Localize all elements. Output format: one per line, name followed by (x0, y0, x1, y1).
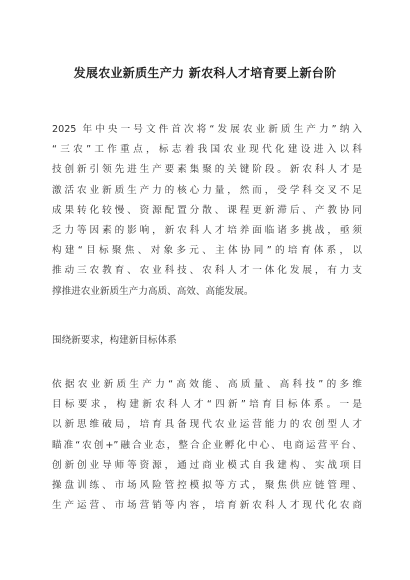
text-line: 乏力等因素的影响，新农科人才培养面临诸多挑战，亟须 (52, 225, 362, 237)
text-line: 2025 年中央一号文件首次将“发展农业新质生产力”纳入 (52, 124, 362, 135)
text-line: 操盘训练、市场风险管控模拟等方式，聚焦供应链管理、 (52, 480, 362, 492)
text-line: “三农”工作重点，标志着我国农业现代化建设进入以科 (52, 144, 362, 156)
text-line: 推动三农教育、农业科技、农科人才一体化发展，有力支 (52, 265, 362, 277)
text-line: 目标要求，构建新农科人才“四新”培育目标体系。一是 (52, 399, 362, 411)
text-line: 构建“目标聚焦、对象多元、主体协同”的培育体系，以 (52, 245, 362, 257)
paragraph-intro (52, 120, 362, 302)
text-line: 激活农业新质生产力的核心力量，然而，受学科交叉不足 (52, 184, 362, 196)
paragraph-target-system (52, 375, 362, 516)
document-title: 发展农业新质生产力 新农科人才培育要上新台阶 (73, 66, 337, 80)
section-subheading (52, 331, 362, 351)
text-line: 以新思维破局，培育具备现代农业运营能力的农创型人才 (52, 419, 362, 431)
text-line: 创新创业导师等资源，通过商业模式自我建构、实战项目 (52, 459, 362, 471)
text-line: 成果转化较慢、资源配置分散、课程更新滞后、产教协同 (52, 204, 362, 216)
text-line: 撑推进农业新质生产力高质、高效、高能发展。 (52, 285, 254, 297)
text-line: 技创新引领先进生产要素集聚的关键阶段。新农科人才是 (52, 164, 362, 176)
subheading-text: 围绕新要求，构建新目标体系 (52, 335, 177, 346)
text-line: 瞄准“农创+”融合业态，整合企业孵化中心、电商运营平台、 (52, 439, 362, 451)
text-line: 生产运营、市场营销等内容，培育新农科人才现代化农商 (52, 500, 362, 512)
text-line: 依据农业新质生产力“高效能、高质量、高科技”的多维 (52, 379, 362, 390)
